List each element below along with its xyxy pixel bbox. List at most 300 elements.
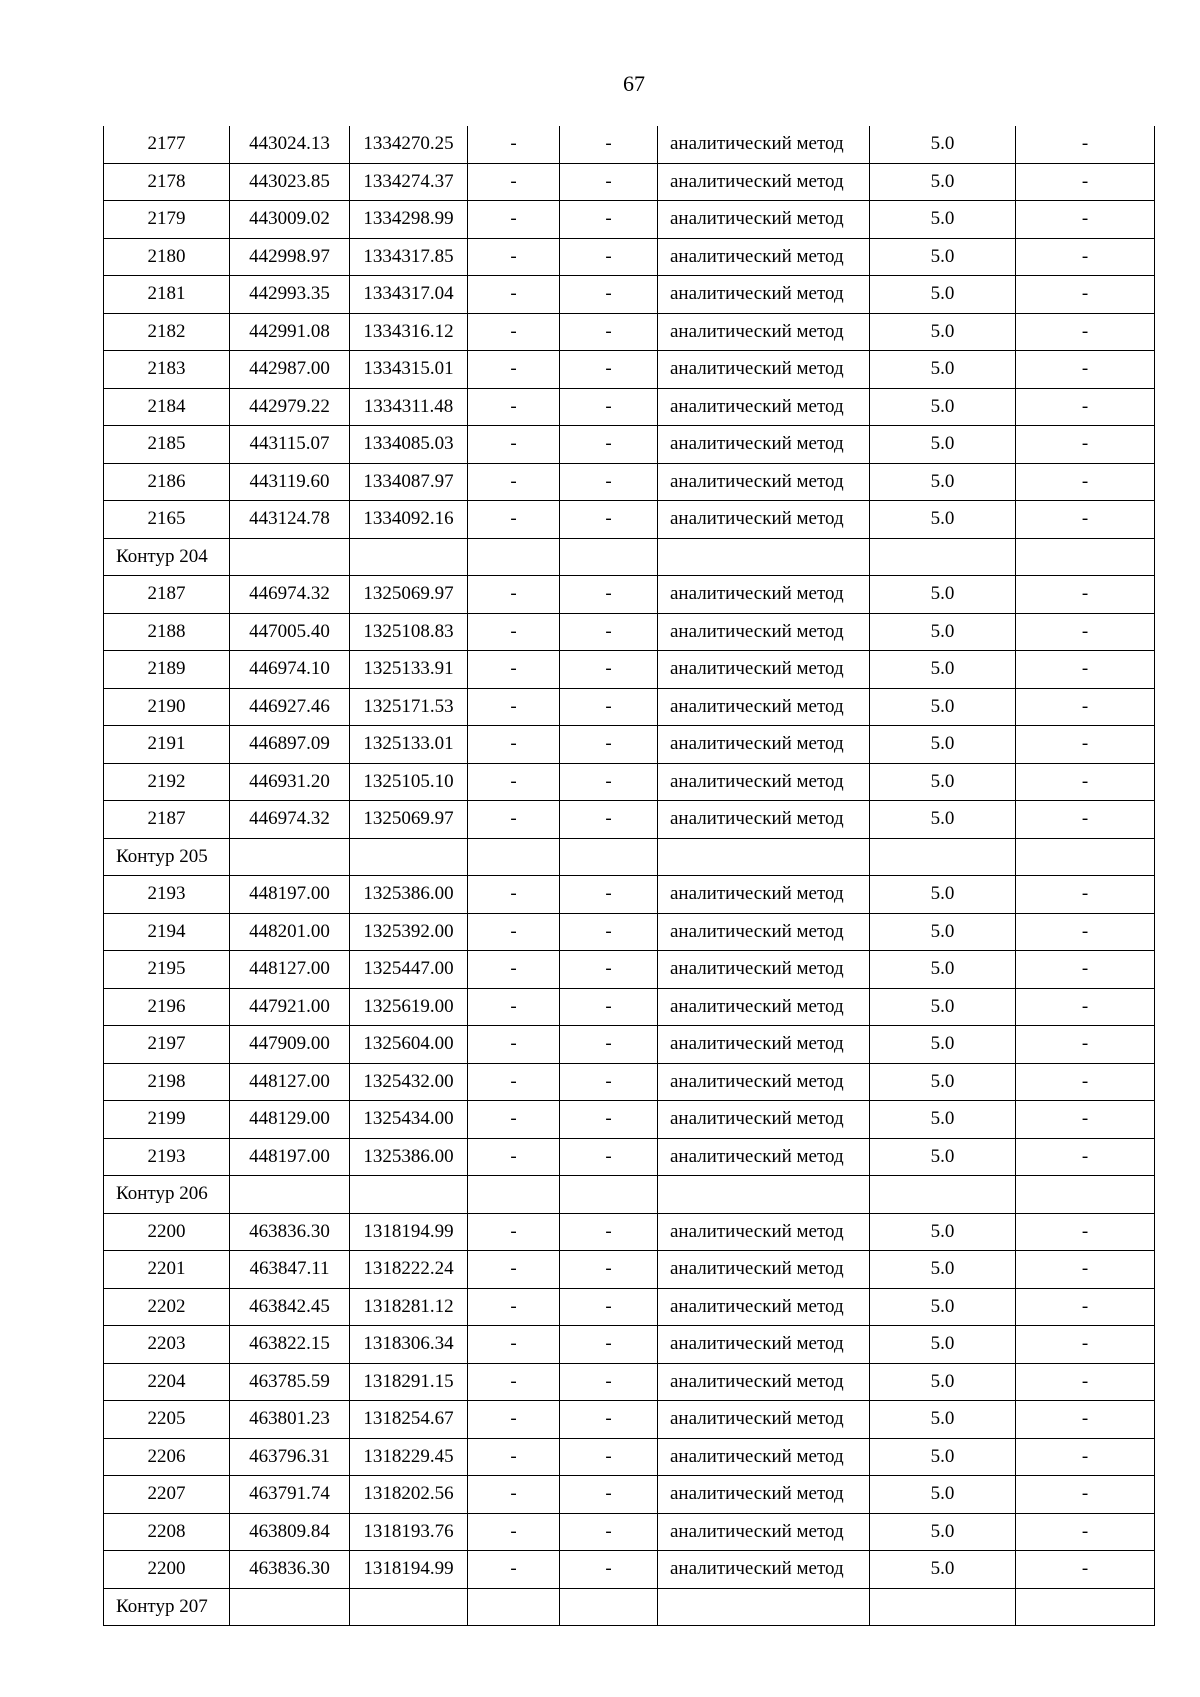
point-number-cell: 2184: [104, 388, 230, 426]
x-old-cell: -: [468, 1101, 560, 1139]
empty-cell: [870, 538, 1016, 576]
x-old-cell: -: [468, 238, 560, 276]
x-coordinate-cell: 443024.13: [230, 126, 350, 163]
y-coordinate-cell: 1325386.00: [350, 1138, 468, 1176]
method-cell: аналитический метод: [658, 988, 870, 1026]
x-coordinate-cell: 448197.00: [230, 1138, 350, 1176]
accuracy-cell: 5.0: [870, 426, 1016, 464]
x-old-cell: -: [468, 463, 560, 501]
table-row: [104, 801, 1155, 839]
description-cell: -: [1016, 463, 1155, 501]
table-row: [104, 163, 1155, 201]
description-cell: -: [1016, 801, 1155, 839]
table-row: [104, 988, 1155, 1026]
method-cell: аналитический метод: [658, 1101, 870, 1139]
y-old-cell: -: [560, 163, 658, 201]
empty-cell: [560, 838, 658, 876]
y-coordinate-cell: 1325447.00: [350, 951, 468, 989]
description-cell: -: [1016, 388, 1155, 426]
x-old-cell: -: [468, 988, 560, 1026]
y-old-cell: -: [560, 613, 658, 651]
x-coordinate-cell: 447909.00: [230, 1026, 350, 1064]
description-cell: -: [1016, 1026, 1155, 1064]
point-number-cell: 2200: [104, 1551, 230, 1589]
point-number-cell: 2179: [104, 201, 230, 239]
y-coordinate-cell: 1334316.12: [350, 313, 468, 351]
y-coordinate-cell: 1334298.99: [350, 201, 468, 239]
y-old-cell: -: [560, 1551, 658, 1589]
y-old-cell: -: [560, 201, 658, 239]
method-cell: аналитический метод: [658, 613, 870, 651]
accuracy-cell: 5.0: [870, 1326, 1016, 1364]
page-number: 67: [623, 71, 645, 96]
y-old-cell: -: [560, 726, 658, 764]
x-coordinate-cell: 447921.00: [230, 988, 350, 1026]
x-old-cell: -: [468, 1251, 560, 1289]
y-coordinate-cell: 1318194.99: [350, 1551, 468, 1589]
accuracy-cell: 5.0: [870, 501, 1016, 539]
y-coordinate-cell: 1325105.10: [350, 763, 468, 801]
y-coordinate-cell: 1334085.03: [350, 426, 468, 464]
method-cell: аналитический метод: [658, 801, 870, 839]
accuracy-cell: 5.0: [870, 163, 1016, 201]
point-number-cell: 2197: [104, 1026, 230, 1064]
table-row: [104, 651, 1155, 689]
x-coordinate-cell: 446897.09: [230, 726, 350, 764]
y-old-cell: -: [560, 1288, 658, 1326]
table-row: [104, 426, 1155, 464]
y-coordinate-cell: 1325604.00: [350, 1026, 468, 1064]
accuracy-cell: 5.0: [870, 876, 1016, 914]
accuracy-cell: 5.0: [870, 801, 1016, 839]
contour-label: Контур 204: [104, 538, 230, 576]
accuracy-cell: 5.0: [870, 1363, 1016, 1401]
empty-cell: [230, 1176, 350, 1214]
contour-header-row: [104, 838, 1155, 876]
y-coordinate-cell: 1318194.99: [350, 1213, 468, 1251]
accuracy-cell: 5.0: [870, 1213, 1016, 1251]
method-cell: аналитический метод: [658, 1138, 870, 1176]
y-coordinate-cell: 1334274.37: [350, 163, 468, 201]
point-number-cell: 2188: [104, 613, 230, 651]
method-cell: аналитический метод: [658, 238, 870, 276]
method-cell: аналитический метод: [658, 726, 870, 764]
description-cell: -: [1016, 201, 1155, 239]
y-coordinate-cell: 1334317.04: [350, 276, 468, 314]
y-old-cell: -: [560, 1138, 658, 1176]
point-number-cell: 2193: [104, 1138, 230, 1176]
y-old-cell: -: [560, 1438, 658, 1476]
y-old-cell: -: [560, 576, 658, 614]
x-coordinate-cell: 446927.46: [230, 688, 350, 726]
x-old-cell: -: [468, 1288, 560, 1326]
point-number-cell: 2200: [104, 1213, 230, 1251]
method-cell: аналитический метод: [658, 876, 870, 914]
x-old-cell: -: [468, 426, 560, 464]
table-row: [104, 576, 1155, 614]
table-row: [104, 351, 1155, 389]
y-old-cell: -: [560, 763, 658, 801]
y-old-cell: -: [560, 388, 658, 426]
description-cell: -: [1016, 951, 1155, 989]
x-coordinate-cell: 448129.00: [230, 1101, 350, 1139]
method-cell: аналитический метод: [658, 1551, 870, 1589]
contour-header-row: [104, 538, 1155, 576]
empty-cell: [230, 1588, 350, 1626]
x-coordinate-cell: 448127.00: [230, 951, 350, 989]
x-coordinate-cell: 463847.11: [230, 1251, 350, 1289]
description-cell: -: [1016, 651, 1155, 689]
description-cell: -: [1016, 1138, 1155, 1176]
description-cell: -: [1016, 1213, 1155, 1251]
point-number-cell: 2180: [104, 238, 230, 276]
x-old-cell: -: [468, 126, 560, 163]
y-old-cell: -: [560, 688, 658, 726]
table-row: [104, 1213, 1155, 1251]
y-old-cell: -: [560, 651, 658, 689]
accuracy-cell: 5.0: [870, 763, 1016, 801]
table-row: [104, 1288, 1155, 1326]
table-row: [104, 1513, 1155, 1551]
x-old-cell: -: [468, 1363, 560, 1401]
y-coordinate-cell: 1318291.15: [350, 1363, 468, 1401]
point-number-cell: 2185: [104, 426, 230, 464]
y-coordinate-cell: 1325432.00: [350, 1063, 468, 1101]
table-row: [104, 613, 1155, 651]
accuracy-cell: 5.0: [870, 238, 1016, 276]
x-coordinate-cell: 446974.32: [230, 576, 350, 614]
x-old-cell: -: [468, 876, 560, 914]
x-coordinate-cell: 446974.32: [230, 801, 350, 839]
y-old-cell: -: [560, 1363, 658, 1401]
point-number-cell: 2194: [104, 913, 230, 951]
description-cell: -: [1016, 1438, 1155, 1476]
description-cell: -: [1016, 1288, 1155, 1326]
accuracy-cell: 5.0: [870, 1138, 1016, 1176]
x-old-cell: -: [468, 313, 560, 351]
empty-cell: [350, 1176, 468, 1214]
empty-cell: [350, 538, 468, 576]
method-cell: аналитический метод: [658, 1513, 870, 1551]
method-cell: аналитический метод: [658, 1251, 870, 1289]
accuracy-cell: 5.0: [870, 201, 1016, 239]
y-old-cell: -: [560, 1251, 658, 1289]
y-coordinate-cell: 1325619.00: [350, 988, 468, 1026]
table-row: [104, 951, 1155, 989]
method-cell: аналитический метод: [658, 1326, 870, 1364]
description-cell: -: [1016, 726, 1155, 764]
empty-cell: [560, 538, 658, 576]
x-coordinate-cell: 443115.07: [230, 426, 350, 464]
y-old-cell: -: [560, 1513, 658, 1551]
point-number-cell: 2198: [104, 1063, 230, 1101]
description-cell: -: [1016, 1063, 1155, 1101]
description-cell: -: [1016, 1251, 1155, 1289]
y-coordinate-cell: 1325069.97: [350, 801, 468, 839]
y-old-cell: -: [560, 463, 658, 501]
accuracy-cell: 5.0: [870, 1101, 1016, 1139]
empty-cell: [870, 1176, 1016, 1214]
empty-cell: [350, 838, 468, 876]
empty-cell: [468, 1588, 560, 1626]
point-number-cell: 2165: [104, 501, 230, 539]
x-coordinate-cell: 447005.40: [230, 613, 350, 651]
table-row: [104, 1026, 1155, 1064]
table-row: [104, 1063, 1155, 1101]
point-number-cell: 2195: [104, 951, 230, 989]
y-coordinate-cell: 1318193.76: [350, 1513, 468, 1551]
description-cell: -: [1016, 1363, 1155, 1401]
x-old-cell: -: [468, 913, 560, 951]
y-coordinate-cell: 1334317.85: [350, 238, 468, 276]
description-cell: -: [1016, 1551, 1155, 1589]
empty-cell: [1016, 1588, 1155, 1626]
point-number-cell: 2183: [104, 351, 230, 389]
y-coordinate-cell: 1318254.67: [350, 1401, 468, 1439]
description-cell: -: [1016, 501, 1155, 539]
y-coordinate-cell: 1325392.00: [350, 913, 468, 951]
x-old-cell: -: [468, 1138, 560, 1176]
description-cell: -: [1016, 238, 1155, 276]
coordinates-table-body: [104, 126, 1155, 1626]
y-coordinate-cell: 1318222.24: [350, 1251, 468, 1289]
x-old-cell: -: [468, 163, 560, 201]
y-coordinate-cell: 1325108.83: [350, 613, 468, 651]
method-cell: аналитический метод: [658, 388, 870, 426]
point-number-cell: 2196: [104, 988, 230, 1026]
y-coordinate-cell: 1318306.34: [350, 1326, 468, 1364]
method-cell: аналитический метод: [658, 201, 870, 239]
y-old-cell: -: [560, 951, 658, 989]
point-number-cell: 2203: [104, 1326, 230, 1364]
method-cell: аналитический метод: [658, 1438, 870, 1476]
x-old-cell: -: [468, 763, 560, 801]
table-row: [104, 1138, 1155, 1176]
empty-cell: [560, 1588, 658, 1626]
table-row: [104, 388, 1155, 426]
accuracy-cell: 5.0: [870, 988, 1016, 1026]
point-number-cell: 2206: [104, 1438, 230, 1476]
table-row: [104, 1363, 1155, 1401]
description-cell: -: [1016, 276, 1155, 314]
accuracy-cell: 5.0: [870, 688, 1016, 726]
contour-header-row: [104, 1588, 1155, 1626]
point-number-cell: 2182: [104, 313, 230, 351]
x-old-cell: -: [468, 801, 560, 839]
description-cell: -: [1016, 1101, 1155, 1139]
accuracy-cell: 5.0: [870, 1288, 1016, 1326]
description-cell: -: [1016, 576, 1155, 614]
empty-cell: [1016, 1176, 1155, 1214]
x-old-cell: -: [468, 351, 560, 389]
empty-cell: [468, 538, 560, 576]
y-old-cell: -: [560, 276, 658, 314]
y-coordinate-cell: 1334092.16: [350, 501, 468, 539]
y-old-cell: -: [560, 1401, 658, 1439]
x-coordinate-cell: 442991.08: [230, 313, 350, 351]
x-coordinate-cell: 442993.35: [230, 276, 350, 314]
y-coordinate-cell: 1318202.56: [350, 1476, 468, 1514]
point-number-cell: 2189: [104, 651, 230, 689]
method-cell: аналитический метод: [658, 688, 870, 726]
accuracy-cell: 5.0: [870, 613, 1016, 651]
description-cell: -: [1016, 163, 1155, 201]
method-cell: аналитический метод: [658, 951, 870, 989]
method-cell: аналитический метод: [658, 126, 870, 163]
y-old-cell: -: [560, 1026, 658, 1064]
x-coordinate-cell: 463785.59: [230, 1363, 350, 1401]
description-cell: -: [1016, 613, 1155, 651]
x-old-cell: -: [468, 1213, 560, 1251]
description-cell: -: [1016, 913, 1155, 951]
x-coordinate-cell: 448197.00: [230, 876, 350, 914]
description-cell: -: [1016, 763, 1155, 801]
x-coordinate-cell: 463842.45: [230, 1288, 350, 1326]
x-coordinate-cell: 443119.60: [230, 463, 350, 501]
x-coordinate-cell: 443124.78: [230, 501, 350, 539]
x-old-cell: -: [468, 576, 560, 614]
table-row: [104, 1438, 1155, 1476]
y-coordinate-cell: 1325434.00: [350, 1101, 468, 1139]
y-old-cell: -: [560, 1101, 658, 1139]
contour-header-row: [104, 1176, 1155, 1214]
contour-label: Контур 205: [104, 838, 230, 876]
point-number-cell: 2208: [104, 1513, 230, 1551]
x-coordinate-cell: 463796.31: [230, 1438, 350, 1476]
table-row: [104, 501, 1155, 539]
y-old-cell: -: [560, 1326, 658, 1364]
table-row: [104, 763, 1155, 801]
table-row: [104, 913, 1155, 951]
method-cell: аналитический метод: [658, 913, 870, 951]
point-number-cell: 2187: [104, 576, 230, 614]
table-row: [104, 688, 1155, 726]
point-number-cell: 2190: [104, 688, 230, 726]
y-old-cell: -: [560, 1063, 658, 1101]
x-coordinate-cell: 448201.00: [230, 913, 350, 951]
table-row: [104, 1251, 1155, 1289]
y-coordinate-cell: 1325171.53: [350, 688, 468, 726]
accuracy-cell: 5.0: [870, 576, 1016, 614]
empty-cell: [230, 538, 350, 576]
empty-cell: [560, 1176, 658, 1214]
point-number-cell: 2181: [104, 276, 230, 314]
y-old-cell: -: [560, 313, 658, 351]
point-number-cell: 2204: [104, 1363, 230, 1401]
x-old-cell: -: [468, 651, 560, 689]
x-old-cell: -: [468, 388, 560, 426]
y-old-cell: -: [560, 351, 658, 389]
description-cell: -: [1016, 313, 1155, 351]
point-number-cell: 2192: [104, 763, 230, 801]
point-number-cell: 2177: [104, 126, 230, 163]
method-cell: аналитический метод: [658, 501, 870, 539]
accuracy-cell: 5.0: [870, 1438, 1016, 1476]
description-cell: -: [1016, 876, 1155, 914]
point-number-cell: 2178: [104, 163, 230, 201]
accuracy-cell: 5.0: [870, 1476, 1016, 1514]
empty-cell: [468, 838, 560, 876]
contour-label: Контур 207: [104, 1588, 230, 1626]
point-number-cell: 2187: [104, 801, 230, 839]
x-old-cell: -: [468, 1026, 560, 1064]
accuracy-cell: 5.0: [870, 388, 1016, 426]
empty-cell: [1016, 538, 1155, 576]
method-cell: аналитический метод: [658, 1288, 870, 1326]
accuracy-cell: 5.0: [870, 1513, 1016, 1551]
empty-cell: [870, 838, 1016, 876]
empty-cell: [1016, 838, 1155, 876]
table-row: [104, 1476, 1155, 1514]
x-old-cell: -: [468, 1401, 560, 1439]
y-old-cell: -: [560, 913, 658, 951]
method-cell: аналитический метод: [658, 1476, 870, 1514]
point-number-cell: 2207: [104, 1476, 230, 1514]
accuracy-cell: 5.0: [870, 463, 1016, 501]
method-cell: аналитический метод: [658, 1026, 870, 1064]
y-old-cell: -: [560, 1476, 658, 1514]
point-number-cell: 2201: [104, 1251, 230, 1289]
y-coordinate-cell: 1325133.01: [350, 726, 468, 764]
y-old-cell: -: [560, 1213, 658, 1251]
empty-cell: [468, 1176, 560, 1214]
method-cell: аналитический метод: [658, 651, 870, 689]
table-row: [104, 201, 1155, 239]
table-row: [104, 726, 1155, 764]
method-cell: аналитический метод: [658, 1063, 870, 1101]
y-coordinate-cell: 1334311.48: [350, 388, 468, 426]
table-row: [104, 238, 1155, 276]
y-coordinate-cell: 1325133.91: [350, 651, 468, 689]
x-coordinate-cell: 448127.00: [230, 1063, 350, 1101]
y-coordinate-cell: 1334315.01: [350, 351, 468, 389]
method-cell: аналитический метод: [658, 1213, 870, 1251]
y-coordinate-cell: 1325069.97: [350, 576, 468, 614]
description-cell: -: [1016, 351, 1155, 389]
y-old-cell: -: [560, 426, 658, 464]
x-coordinate-cell: 463791.74: [230, 1476, 350, 1514]
method-cell: аналитический метод: [658, 576, 870, 614]
point-number-cell: 2193: [104, 876, 230, 914]
x-coordinate-cell: 442998.97: [230, 238, 350, 276]
x-old-cell: -: [468, 1476, 560, 1514]
y-old-cell: -: [560, 988, 658, 1026]
description-cell: -: [1016, 1513, 1155, 1551]
method-cell: аналитический метод: [658, 313, 870, 351]
x-coordinate-cell: 443009.02: [230, 201, 350, 239]
point-number-cell: 2205: [104, 1401, 230, 1439]
description-cell: -: [1016, 126, 1155, 163]
accuracy-cell: 5.0: [870, 1026, 1016, 1064]
empty-cell: [658, 1176, 870, 1214]
coordinates-table: [103, 126, 1155, 1626]
description-cell: -: [1016, 1326, 1155, 1364]
y-coordinate-cell: 1325386.00: [350, 876, 468, 914]
accuracy-cell: 5.0: [870, 1401, 1016, 1439]
empty-cell: [658, 1588, 870, 1626]
empty-cell: [658, 538, 870, 576]
x-coordinate-cell: 463809.84: [230, 1513, 350, 1551]
x-old-cell: -: [468, 688, 560, 726]
accuracy-cell: 5.0: [870, 351, 1016, 389]
accuracy-cell: 5.0: [870, 951, 1016, 989]
method-cell: аналитический метод: [658, 276, 870, 314]
x-coordinate-cell: 442979.22: [230, 388, 350, 426]
accuracy-cell: 5.0: [870, 1251, 1016, 1289]
point-number-cell: 2202: [104, 1288, 230, 1326]
x-old-cell: -: [468, 613, 560, 651]
accuracy-cell: 5.0: [870, 313, 1016, 351]
